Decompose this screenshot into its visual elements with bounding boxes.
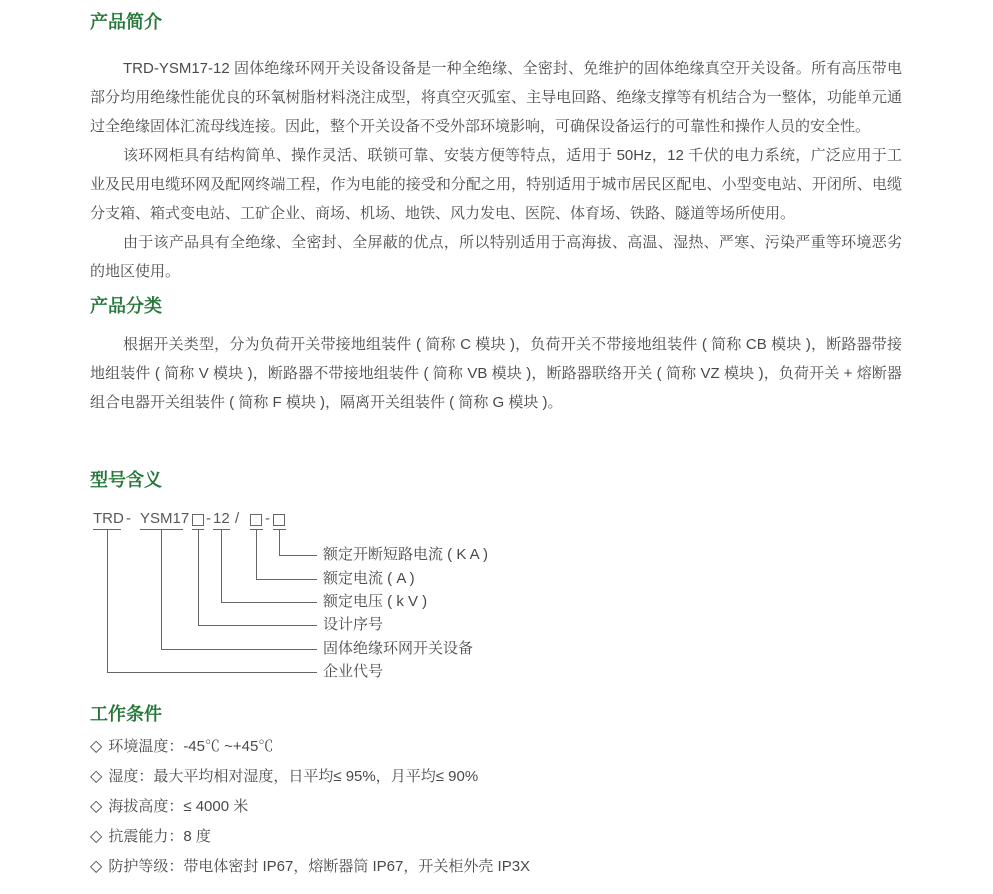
condition-text: 环境温度：-45℃ ~+45℃ [108,738,274,755]
model-part-enterprise-code: TRD [93,510,124,527]
diagram-label-product-type: 固体绝缘环网开关设备 [323,640,474,657]
condition-text: 海拔高度：≤ 4000 米 [108,798,249,815]
diamond-bullet-icon: ◇ [90,768,103,785]
diamond-bullet-icon: ◇ [90,798,103,815]
diamond-bullet-icon: ◇ [90,858,103,875]
condition-item-ambient-temperature [90,732,902,762]
condition-text: 防护等级：带电体密封 IP67，熔断器筒 IP67，开关柜外壳 IP3X [108,858,531,875]
diagram-label-rated-voltage: 额定电压 ( k V ) [323,593,428,610]
section-title-working-conditions: 工作条件 [90,704,162,724]
model-part-dash: - [126,510,131,527]
condition-item-humidity [90,762,902,792]
model-designation-diagram [90,468,902,700]
intro-paragraph: TRD-YSM17-12 固体绝缘环网开关设备设备是一种全绝缘、全密封、免维护的固体绝缘真空开关设备。所有高压带电部分均用绝缘性能优良的环氧树脂材料浇注成型，将真空灭弧室、主导电回路、绝缘支撑等有机结合为一整体，功能单元通过全绝缘固体汇流母线连接。因此，整个开关设备不受外部环境影响，可确保设备运行的可靠性和操作人员的安全性。 [90,60,902,135]
classification-paragraph: 根据开关类型，分为负荷开关带接地组装件 ( 简称 C 模块 )，负荷开关不带接地组装件 ( 简称 CB 模块 )，断路器带接地组装件 ( 简称 V 模块 )，断路器不带接地组装件 ( 简称 VB 模块 )，断路器联络开关 ( 简称 VZ 模块 )，负荷开关 + 熔断器组合电器开关组装件 ( 简称 F 模块 )，隔离开关组装件 ( 简称 G 模块 )。 [90,336,902,411]
section-product-classification [90,294,902,417]
diagram-label-rated-breaking-current: 额定开断短路电流 ( K A ) [323,546,489,563]
model-placeholder-box-rated-current [250,514,262,526]
diagram-label-enterprise-code: 企业代号 [323,663,384,680]
intro-paragraph: 由于该产品具有全绝缘、全密封、全屏蔽的优点，所以特别适用于高海拔、高温、湿热、严寒、污染严重等环境恶劣的地区使用。 [90,234,902,280]
section-model-meaning [90,468,902,700]
diamond-bullet-icon: ◇ [90,738,103,755]
section-title-product-intro: 产品简介 [90,12,162,32]
condition-item-seismic [90,822,902,852]
working-conditions-list [90,732,902,882]
section-title-model-meaning: 型号含义 [90,470,162,490]
model-placeholder-box-breaking-current [273,514,285,526]
diagram-label-design-serial: 设计序号 [323,616,384,633]
model-placeholder-box-design-serial [192,514,204,526]
model-part-series-code: YSM17 [140,510,190,527]
model-part-dash: - [265,510,270,527]
section-product-intro [90,10,902,286]
section-title-product-classification: 产品分类 [90,296,162,316]
condition-text: 湿度：最大平均相对湿度，日平均≤ 95%，月平均≤ 90% [108,768,479,785]
diamond-bullet-icon: ◇ [90,828,103,845]
model-diagram-lines [90,468,550,700]
condition-item-protection-rating [90,852,902,882]
diagram-label-rated-current: 额定电流 ( A ) [323,570,415,587]
condition-item-altitude [90,792,902,822]
condition-text: 抗震能力：8 度 [108,828,211,845]
model-part-rated-voltage: 12 [213,510,230,527]
model-part-dash: - [206,510,211,527]
intro-paragraph: 该环网柜具有结构简单、操作灵活、联锁可靠、安装方便等特点，适用于 50Hz，12 千伏的电力系统，广泛应用于工业及民用电缆环网及配网终端工程，作为电能的接受和分配之用，特别适用于城市居民区配电、小型变电站、开闭所、电缆分支箱、箱式变电站、工矿企业、商场、机场、地铁、风力发电、医院、体育场、铁路、隧道等场所使用。 [90,147,902,222]
model-part-slash: / [235,510,240,527]
section-working-conditions [90,702,902,882]
